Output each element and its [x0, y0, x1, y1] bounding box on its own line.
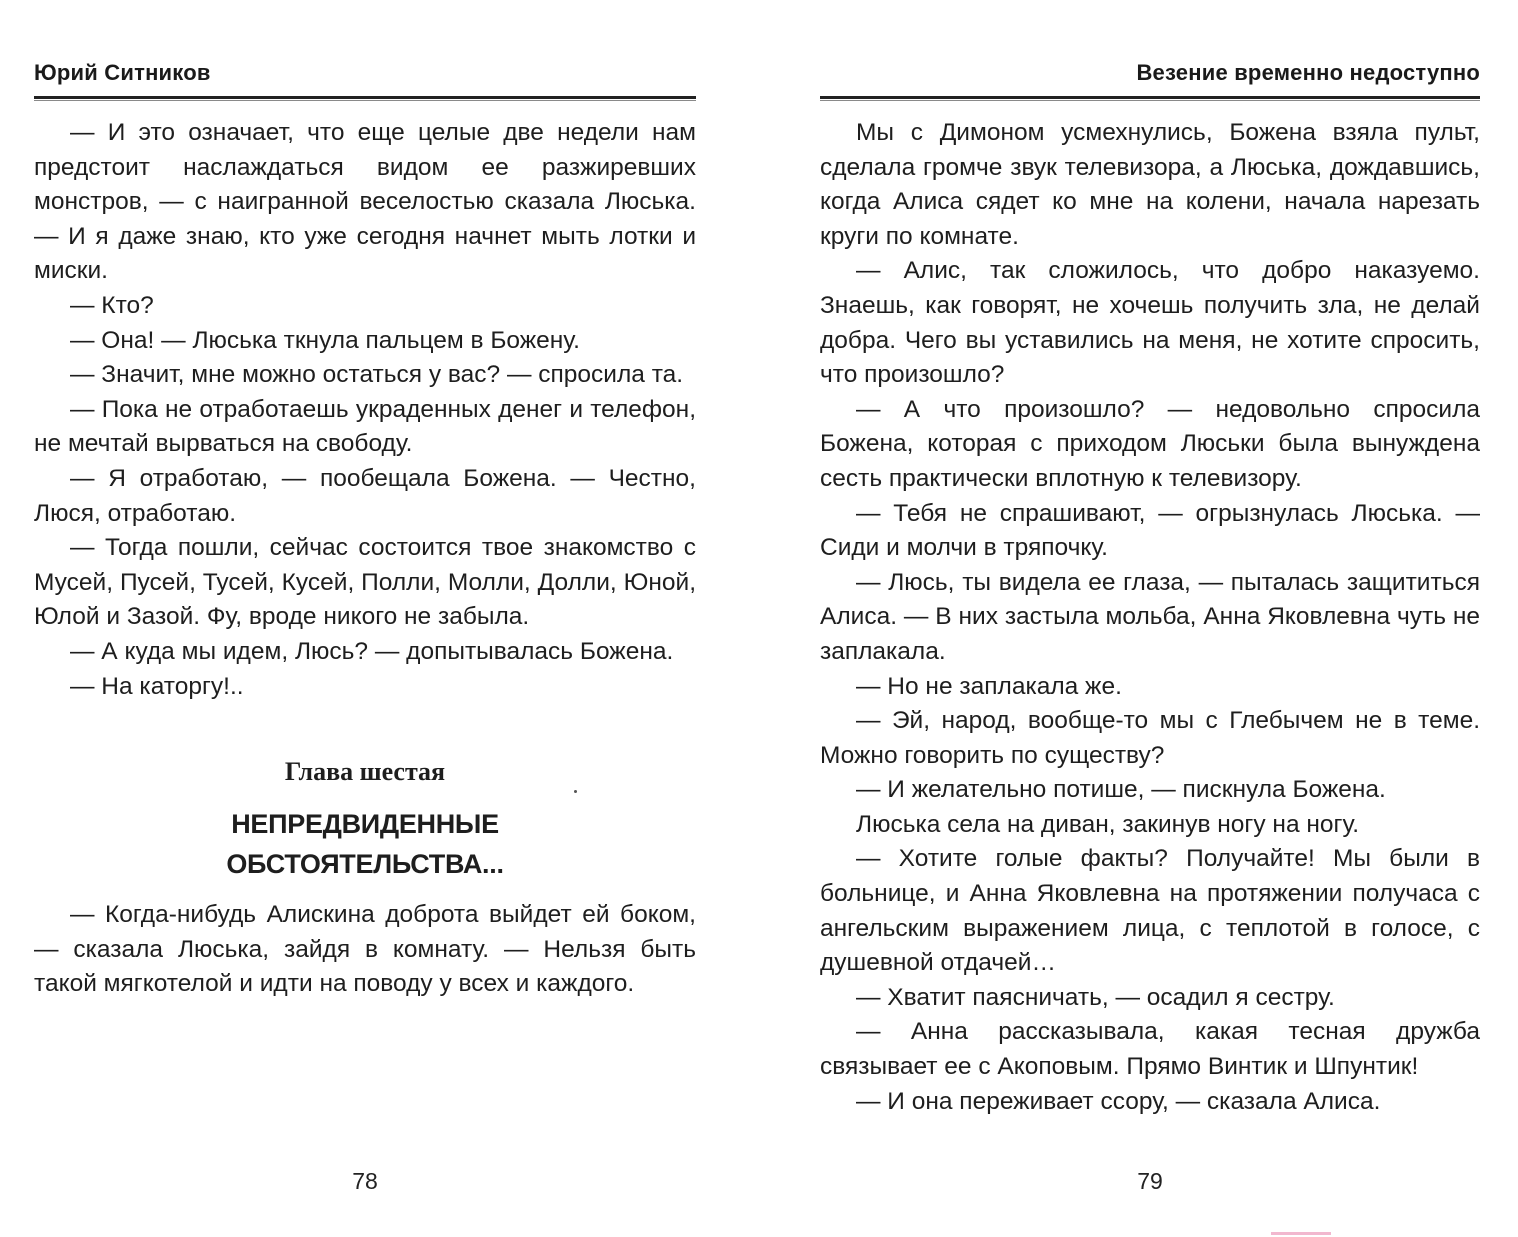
paragraph: — Когда-нибудь Алискина доброта выйдет ей боком, — сказала Люська, зайдя в комнату. — Нельзя быть такой мягкотелой и идти на поводу у всех и каждого. [34, 901, 696, 998]
running-head-title: Везение временно недоступно [1136, 60, 1480, 85]
running-head-author: Юрий Ситников [34, 60, 211, 85]
paragraph: — Тогда пошли, сейчас состоится твое знакомство с Мусей, Пусей, Тусей, Кусей, Полли, Молли, Долли, Юной, Юлой и Зазой. Фу, вроде никого не забыла. [34, 534, 696, 631]
print-speck [574, 790, 577, 793]
paragraph: — Алис, так сложилось, что добро наказуемо. Знаешь, как говорят, не хочешь получить зла, не делай добра. Чего вы уставились на меня, не хотите спросить, что произошло? [820, 257, 1480, 389]
left-page-body [34, 116, 696, 1002]
paragraph: — Анна рассказывала, какая тесная дружба связывает ее с Акоповым. Прямо Винтик и Шпунтик! [820, 1018, 1480, 1081]
header-rule [820, 96, 1480, 102]
paragraph: Мы с Димоном усмехнулись, Божена взяла пульт, сделала громче звук телевизора, а Люська, дождавшись, когда Алиса сядет ко мне на колени, начала нарезать круги по комнате. [820, 119, 1480, 250]
paragraph: — Люсь, ты видела ее глаза, — пыталась защититься Алиса. — В них застыла мольба, Анна Яковлевна чуть не заплакала. [820, 568, 1480, 665]
page-number: 79 [1137, 1168, 1163, 1194]
page-number: 78 [352, 1168, 378, 1194]
paragraph: — А куда мы идем, Люсь? — допытывалась Божена. [70, 637, 674, 665]
paragraph: — Хватит паясничать, — осадил я сестру. [856, 983, 1335, 1011]
header-rule [34, 96, 696, 102]
right-page [820, 0, 1480, 1237]
chapter-title [34, 804, 696, 884]
paragraph: — Я отработаю, — пообещала Божена. — Честно, Люся, отработаю. [34, 464, 696, 527]
paragraph: — И это означает, что еще целые две недели нам предстоит наслаждаться видом ее разжиревших монстров, — с наигранной веселостью сказала Люська. — И я даже знаю, кто уже сегодня начнет мыть лотки и миски. [34, 119, 696, 285]
paragraph: — Эй, народ, вообще-то мы с Глебычем не в теме. Можно говорить по существу? [820, 707, 1480, 769]
paragraph: — А что произошло? — недовольно спросила Божена, которая с приходом Люськи была вынуждена сесть практически вплотную к телевизору. [820, 395, 1480, 492]
chapter-title-line-1: НЕПРЕДВИДЕННЫЕ [231, 809, 499, 840]
paragraph: Люська села на диван, закинув ногу на ногу. [856, 810, 1360, 838]
left-page [34, 0, 696, 1237]
chapter-title-line-2: ОБСТОЯТЕЛЬСТВА... [226, 849, 504, 880]
paragraph: — Хотите голые факты? Получайте! Мы были в больнице, и Анна Яковлевна на протяжении получаса с ангельским выражением лица, с теплотой в голосе, с душевной отдачей… [820, 845, 1480, 977]
chapter-label: Глава шестая [284, 757, 446, 787]
paragraph: — Но не заплакала же. [856, 672, 1122, 700]
paragraph: — И она переживает ссору, — сказала Алиса. [856, 1087, 1381, 1115]
paragraph: — Пока не отработаешь украденных денег и телефон, не мечтай вырваться на свободу. [34, 395, 696, 458]
paragraph: — И желательно потише, — пискнула Божена. [856, 776, 1386, 804]
print-mark [1271, 1232, 1331, 1235]
paragraph: — Она! — Люська ткнула пальцем в Божену. [70, 326, 580, 354]
paragraph: — Значит, мне можно остаться у вас? — спросила та. [70, 361, 684, 389]
paragraph: — Тебя не спрашивают, — огрызнулась Люська. — Сиди и молчи в тряпочку. [820, 499, 1480, 562]
right-page-body [820, 116, 1480, 1119]
paragraph: — Кто? [70, 291, 154, 319]
paragraph: — На каторгу!.. [70, 672, 244, 700]
